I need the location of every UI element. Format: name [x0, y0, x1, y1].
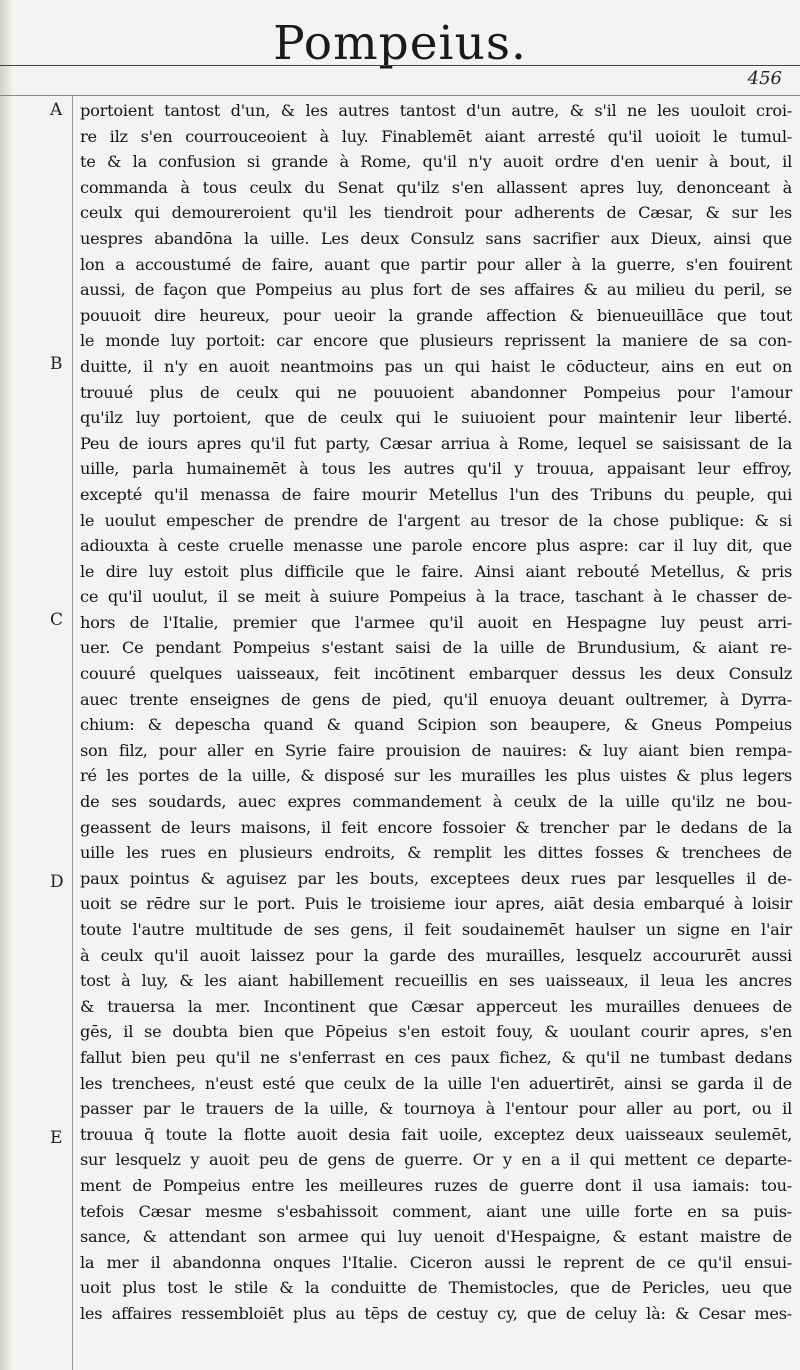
text-line: ré les portes de la uille, & disposé sur les murailles les plus uistes & plus legers	[80, 766, 792, 786]
text-line: uoit plus tost le stile & la conduitte de Themistocles, que de Pericles, ueu que	[80, 1278, 792, 1298]
running-title: Pompeius.	[273, 16, 527, 71]
text-line: sance, & attendant son armee qui luy uenoit d'Hespaigne, & estant maistre de	[80, 1227, 792, 1247]
text-line: pouuoit dire heureux, pour ueoir la grande affection & bienueuillāce que tout	[80, 305, 792, 325]
text-line: chium: & depescha quand & quand Scipion son beaupere, & Gneus Pompeius	[80, 715, 792, 735]
text-line: commanda à tous ceulx du Senat qu'ilz s'en allassent apres luy, denonceant à	[80, 177, 792, 197]
text-line: à ceulx qu'il auoit laissez pour la garde des murailles, lesquelz accoururēt aussi	[80, 945, 792, 965]
text-line: duitte, il n'y en auoit neantmoins pas un qui haist le cōducteur, ains en eut on	[80, 356, 792, 376]
text-line: ce qu'il uoulut, il se meit à suiure Pompeius à la trace, taschant à le chasser de-	[80, 587, 792, 607]
text-line: re ilz s'en courrouceoient à luy. Finablemēt aiant arresté qu'il uoioit le tumul-	[80, 126, 792, 146]
page-gutter-shadow	[0, 0, 12, 1370]
margin-marker-e: E	[50, 1128, 63, 1148]
text-line: la mer il abandonna onques l'Italie. Ciceron aussi le reprent de ce qu'il ensui-	[80, 1252, 792, 1272]
page-number: 456	[747, 68, 782, 89]
body-text	[80, 98, 792, 1327]
text-line: excepté qu'il menassa de faire mourir Metellus l'un des Tribuns du peuple, qui	[80, 484, 792, 504]
text-line: ceulx qui demoureroient qu'il les tiendroit pour adherents de Cæsar, & sur les	[80, 203, 792, 223]
text-line: les trenchees, n'eust esté que ceulx de la uille l'en aduertirēt, ainsi se garda il de	[80, 1073, 792, 1093]
text-line: son filz, pour aller en Syrie faire prouision de nauires: & luy aiant bien rempa-	[80, 740, 792, 760]
text-line: uespres abandōna la uille. Les deux Consulz sans sacrifier aux Dieux, ainsi que	[80, 228, 792, 248]
text-line: Peu de iours apres qu'il fut party, Cæsar arriua à Rome, lequel se saisissant de la	[80, 433, 792, 453]
text-line: uoit se rēdre sur le port. Puis le troisieme iour apres, aiāt desia embarqué à loisir	[80, 894, 792, 914]
text-line: de ses soudards, auec expres commandement à ceulx de la uille qu'ilz ne bou-	[80, 792, 792, 812]
text-line: ment de Pompeius entre les meilleures ruzes de guerre dont il usa iamais: tou-	[80, 1175, 792, 1195]
margin-marker-a: A	[50, 100, 63, 120]
text-line: portoient tantost d'un, & les autres tantost d'un autre, & s'il ne les uouloit croi-	[80, 101, 792, 120]
text-line: auec trente enseignes de gens de pied, qu'il enuoya deuant oultremer, à Dyrra-	[80, 689, 792, 709]
text-line: uille les rues en plusieurs endroits, & remplit les dittes fosses & trenchees de	[80, 843, 792, 863]
text-line: toute l'autre multitude de ses gens, il feit soudainemēt haulser un signe en l'air	[80, 920, 792, 939]
text-line: trouué plus de ceulx qui ne pouuoient abandonner Pompeius pour l'amour	[80, 382, 792, 402]
text-line: sur lesquelz y auoit peu de gens de guerre. Or y en a il qui mettent ce departe-	[80, 1150, 792, 1170]
text-line: couuré quelques uaisseaux, feit incōtinent embarquer dessus les deux Consulz	[80, 664, 792, 684]
text-line: qu'ilz luy portoient, que de ceulx qui le suiuoient pour maintenir leur liberté.	[80, 408, 792, 428]
text-line: hors de l'Italie, premier que l'armee qu'il auoit en Hespagne luy peust arri-	[80, 612, 792, 632]
text-line: gēs, il se doubta bien que Pōpeius s'en estoit fouy, & uoulant courir apres, s'en	[80, 1022, 792, 1042]
header-rule	[0, 65, 800, 66]
text-line: lon a accoustumé de faire, auant que partir pour aller à la guerre, s'en fouirent	[80, 254, 792, 274]
margin-marker-d: D	[50, 872, 64, 892]
text-line: paux pointus & aguisez par les bouts, exceptees deux rues par lesquelles il de-	[80, 868, 792, 888]
text-line: le monde luy portoit: car encore que plusieurs reprissent la maniere de sa con-	[80, 331, 792, 351]
text-line: le uoulut empescher de prendre de l'argent au tresor de la chose publique: & si	[80, 510, 792, 530]
margin-rule	[72, 96, 73, 1370]
text-line: adiouxta à ceste cruelle menasse une parole encore plus aspre: car il luy dit, que	[80, 536, 792, 556]
text-line: tost à luy, & les aiant habillement recueillis en ses uaisseaux, il leua les ancres	[80, 971, 792, 991]
text-line: les affaires ressembloiēt plus au tēps de cestuy cy, que de celuy là: & Cesar mes-	[80, 1303, 792, 1323]
text-line: geassent de leurs maisons, il feit encore fossoier & trencher par le dedans de la	[80, 817, 792, 837]
margin-marker-b: B	[50, 354, 63, 374]
text-line: uer. Ce pendant Pompeius s'estant saisi de la uille de Brundusium, & aiant re-	[80, 638, 792, 658]
text-line: trouua q̄ toute la flotte auoit desia fait uoile, exceptez deux uaisseaux seulemēt,	[80, 1124, 792, 1144]
margin-marker-c: C	[50, 610, 64, 630]
text-line: fallut bien peu qu'il ne s'enferrast en ces paux fichez, & qu'il ne tumbast dedans	[80, 1047, 792, 1067]
header-rule-secondary	[0, 95, 800, 96]
text-line: le dire luy estoit plus difficile que le faire. Ainsi aiant rebouté Metellus, & pris	[80, 561, 792, 581]
text-line: tefois Cæsar mesme s'esbahissoit comment, aiant une uille forte en sa puis-	[80, 1201, 792, 1221]
text-line: aussi, de façon que Pompeius au plus fort de ses affaires & au milieu du peril, se	[80, 280, 792, 300]
text-line: & trauersa la mer. Incontinent que Cæsar apperceut les murailles denuees de	[80, 996, 792, 1016]
text-line: uille, parla humainemēt à tous les autres qu'il y trouua, appaisant leur effroy,	[80, 459, 792, 479]
text-line: te & la confusion si grande à Rome, qu'il n'y auoit ordre d'en uenir à bout, il	[80, 152, 792, 172]
text-line: passer par le trauers de la uille, & tournoya à l'entour pour aller au port, ou il	[80, 1099, 792, 1119]
